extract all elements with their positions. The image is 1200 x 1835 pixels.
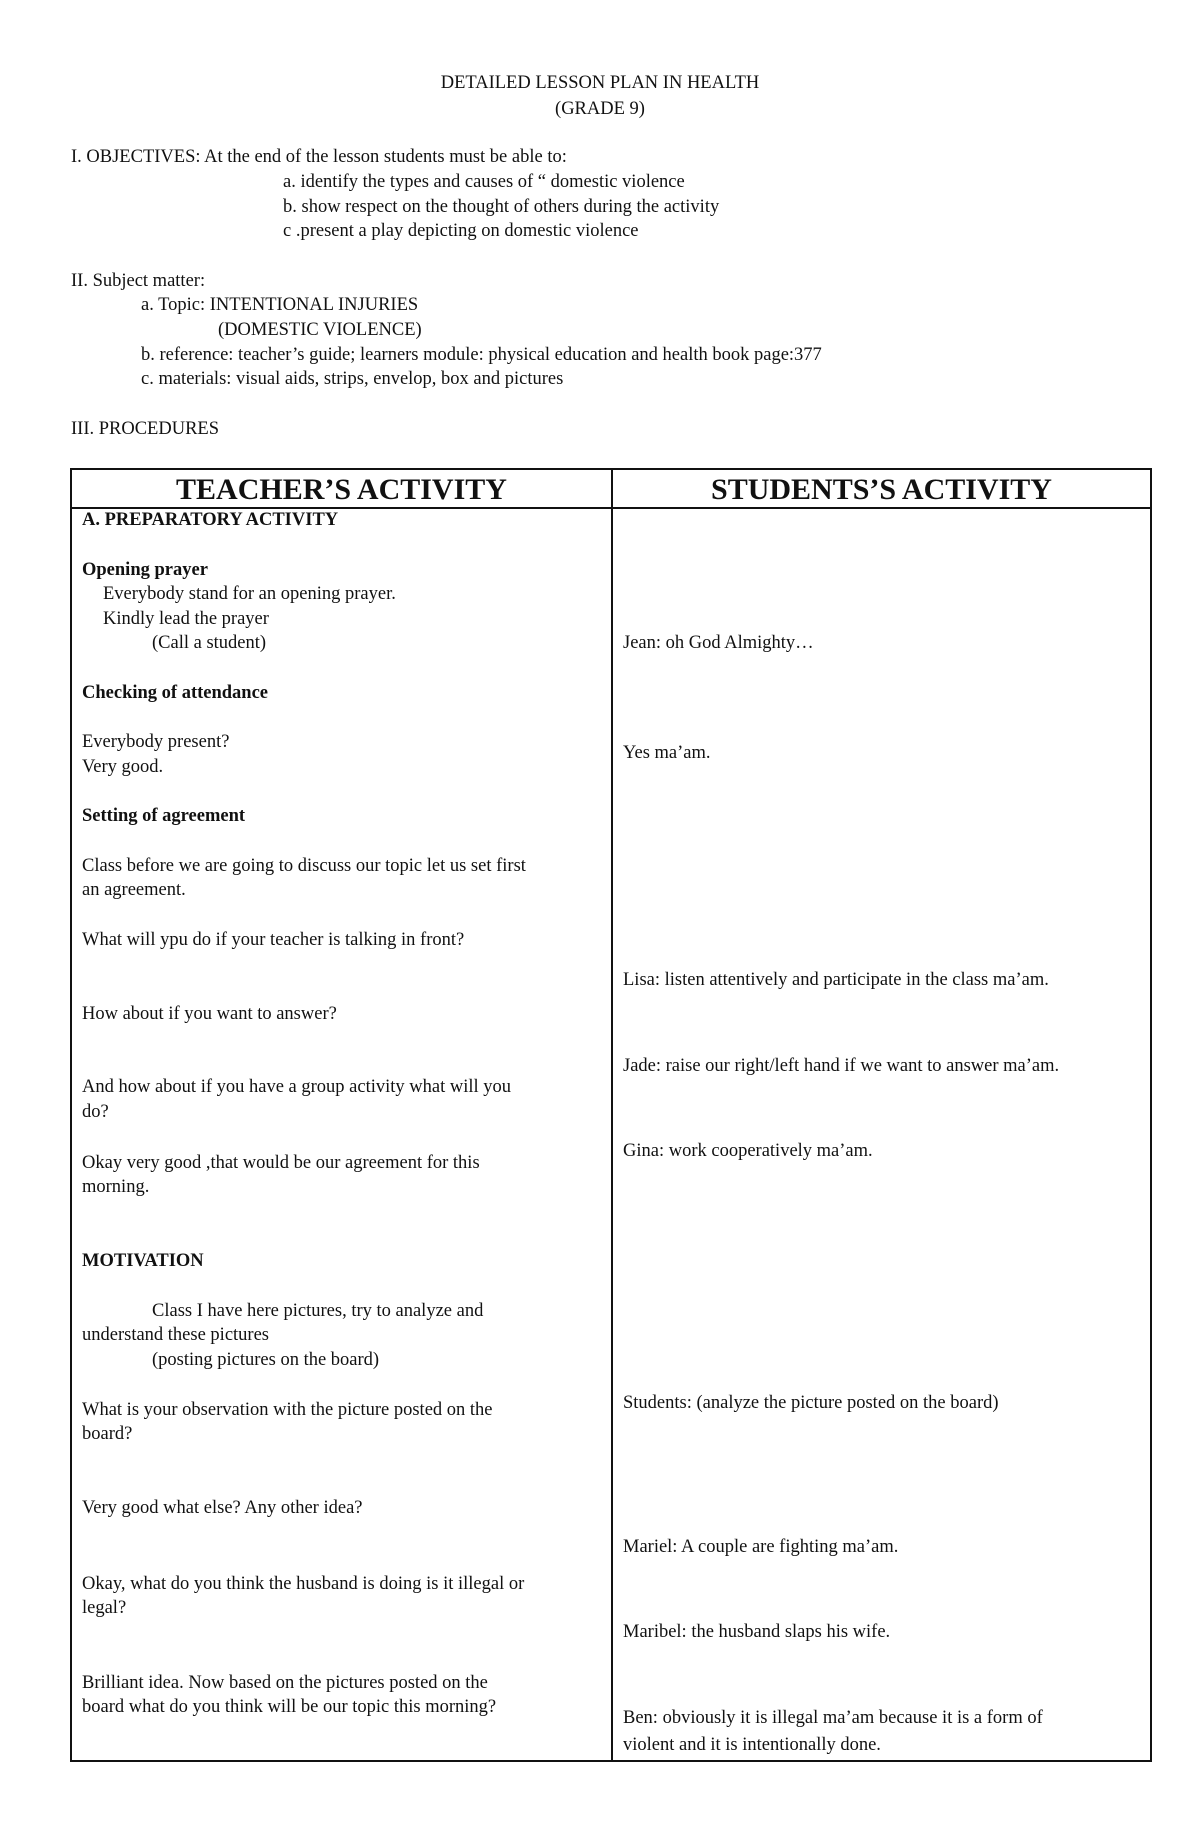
student-line: violent and it is intentionally done. [623, 1735, 881, 1755]
header-divider [72, 507, 1150, 509]
grade-label: (GRADE 9) [555, 99, 645, 119]
column-divider [611, 470, 613, 1760]
teacher-line: Everybody stand for an opening prayer. [103, 584, 396, 604]
student-line: Maribel: the husband slaps his wife. [623, 1622, 891, 1642]
agreement-label: Setting of agreement [82, 806, 246, 826]
teacher-line: Okay very good ,that would be our agreement for this [82, 1153, 480, 1173]
teacher-line: do? [82, 1102, 109, 1122]
teacher-line: Class before we are going to discuss our topic let us set first [82, 856, 526, 876]
teacher-line: What will ypu do if your teacher is talking in front? [82, 930, 465, 950]
procedures-table [70, 468, 1152, 1762]
teacher-line: (Call a student) [152, 633, 267, 653]
student-line: Jade: raise our right/left hand if we want to answer ma’am. [623, 1056, 1060, 1076]
student-line: Gina: work cooperatively ma’am. [623, 1141, 873, 1161]
teacher-line: board? [82, 1424, 133, 1444]
teacher-line: morning. [82, 1177, 150, 1197]
teacher-line: Very good what else? Any other idea? [82, 1498, 363, 1518]
teacher-line: Brilliant idea. Now based on the pictures posted on the [82, 1673, 488, 1693]
subject-topic-sub: (DOMESTIC VIOLENCE) [218, 320, 422, 340]
teacher-line: legal? [82, 1598, 127, 1618]
attendance-label: Checking of attendance [82, 683, 269, 703]
teacher-line: Class I have here pictures, try to analyze and [152, 1301, 484, 1321]
objectives-heading: I. OBJECTIVES: At the end of the lesson students must be able to: [71, 147, 567, 167]
document-title: DETAILED LESSON PLAN IN HEALTH [440, 73, 760, 93]
teacher-line: And how about if you have a group activity what will you [82, 1077, 512, 1097]
teacher-line: (posting pictures on the board) [152, 1350, 380, 1370]
opening-prayer-label: Opening prayer [82, 560, 208, 580]
teacher-line: How about if you want to answer? [82, 1004, 337, 1024]
subject-topic: a. Topic: INTENTIONAL INJURIES [141, 295, 419, 315]
teacher-activity-header: TEACHER’S ACTIVITY [176, 473, 507, 506]
subject-reference: b. reference: teacher’s guide; learners module: physical education and health book page:377 [141, 345, 822, 365]
objective-item: c .present a play depicting on domestic violence [283, 221, 639, 241]
procedures-heading: III. PROCEDURES [71, 419, 220, 439]
student-line: Jean: oh God Almighty… [623, 633, 814, 653]
objective-item: b. show respect on the thought of others during the activity [283, 197, 720, 217]
teacher-line: Kindly lead the prayer [103, 609, 269, 629]
teacher-line: Very good. [82, 757, 164, 777]
student-line: Students: (analyze the picture posted on the board) [623, 1393, 999, 1413]
motivation-label: MOTIVATION [82, 1251, 204, 1271]
teacher-line: Everybody present? [82, 732, 230, 752]
teacher-line: What is your observation with the picture posted on the [82, 1400, 493, 1420]
objective-item: a. identify the types and causes of “ domestic violence [283, 172, 685, 192]
subject-matter-heading: II. Subject matter: [71, 271, 206, 291]
student-line: Lisa: listen attentively and participate in the class ma’am. [623, 970, 1049, 990]
teacher-line: understand these pictures [82, 1325, 269, 1345]
teacher-line: board what do you think will be our topic this morning? [82, 1697, 497, 1717]
student-line: Ben: obviously it is illegal ma’am because it is a form of [623, 1708, 1043, 1728]
student-line: Mariel: A couple are fighting ma’am. [623, 1537, 899, 1557]
teacher-line: Okay, what do you think the husband is doing is it illegal or [82, 1574, 525, 1594]
preparatory-activity-label: A. PREPARATORY ACTIVITY [82, 510, 339, 530]
teacher-line: an agreement. [82, 880, 186, 900]
students-activity-header: STUDENTS’S ACTIVITY [711, 473, 1052, 506]
student-line: Yes ma’am. [623, 743, 711, 763]
subject-materials: c. materials: visual aids, strips, envelop, box and pictures [141, 369, 564, 389]
